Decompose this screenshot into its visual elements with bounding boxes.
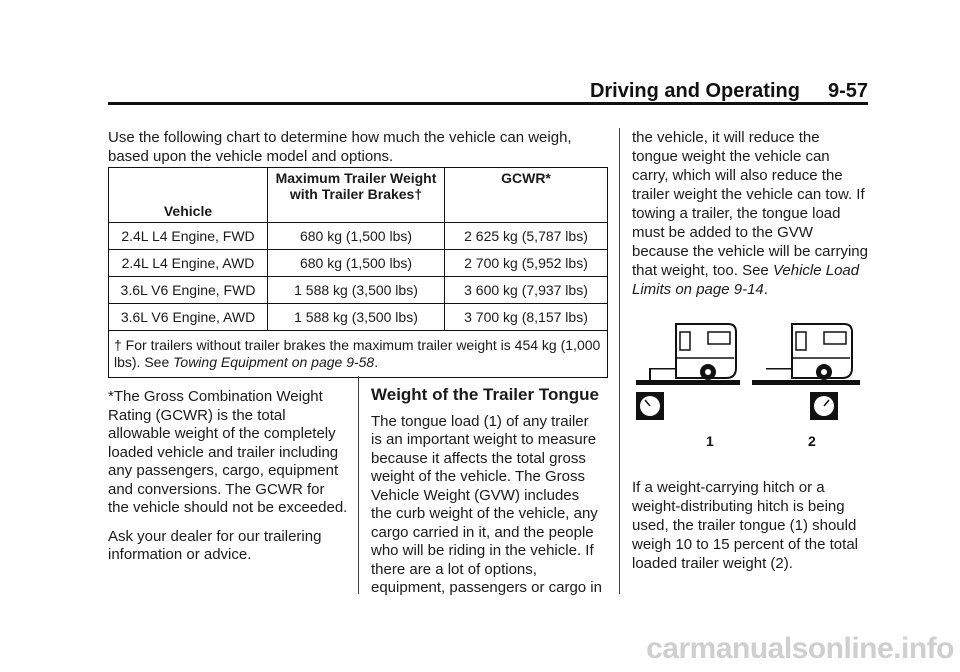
column-divider xyxy=(358,376,359,594)
load-limits-link[interactable]: Vehicle Load Limits on page 9-14 xyxy=(632,262,860,298)
table-header-row xyxy=(109,168,608,223)
note-link[interactable]: Towing Equipment on page 9-58 xyxy=(173,354,375,370)
page-header xyxy=(590,80,868,103)
cell-max: 680 kg (1,500 lbs) xyxy=(268,250,445,277)
hitch-paragraph-block xyxy=(632,478,868,573)
table-row xyxy=(109,304,608,331)
cell-gcwr: 2 700 kg (5,952 lbs) xyxy=(445,250,608,277)
trailer-tongue-illustration xyxy=(636,318,862,458)
dealer-paragraph: Ask your dealer for our trailering information or advice. xyxy=(108,527,322,563)
table-row xyxy=(109,223,608,250)
tongue-paragraph: The tongue load (1) of any trailer is an important weight to measure because it affects the total gross weight of the vehicle. The Gross Vehicle Weight (GVW) includes the curb weight of the vehicle, any cargo carried in it, and the people who will be riding in the vehicle. If there are a lot of options, equipment, passengers or cargo in xyxy=(371,412,602,596)
header-max-trailer: Maximum Trailer Weight with Trailer Brakes† xyxy=(268,168,445,223)
cell-gcwr: 3 700 kg (8,157 lbs) xyxy=(445,304,608,331)
table-note xyxy=(109,331,608,378)
cell-vehicle: 3.6L V6 Engine, AWD xyxy=(109,304,268,331)
cell-max: 680 kg (1,500 lbs) xyxy=(268,223,445,250)
continuation-paragraph xyxy=(632,128,868,299)
page-number: 9-57 xyxy=(827,80,868,102)
gcwr-paragraph: *The Gross Combination Weight Rating (GCWR) is the total allowable weight of the completely loaded vehicle and trailer including any passengers, cargo, equipment and conversions. The GCWR for the vehicle should not be exceeded. xyxy=(108,388,348,516)
header-vehicle: Vehicle xyxy=(109,168,268,223)
column-divider xyxy=(619,128,620,594)
cell-vehicle: 2.4L L4 Engine, FWD xyxy=(109,223,268,250)
tongue-weight-column xyxy=(371,386,603,598)
note-text: † For trailers without trailer brakes the maximum trailer weight is 454 kg (1,000 lbs). See xyxy=(114,337,601,370)
cell-gcwr: 2 625 kg (5,787 lbs) xyxy=(445,223,608,250)
cell-max: 1 588 kg (3,500 lbs) xyxy=(268,277,445,304)
section-heading: Weight of the Trailer Tongue xyxy=(371,385,599,404)
trailer-icon xyxy=(636,324,740,420)
right-column xyxy=(632,128,868,299)
cell-max: 1 588 kg (3,500 lbs) xyxy=(268,304,445,331)
continuation-text: the vehicle, it will reduce the tongue weight the vehicle can carry, which will also reduce the trailer weight the vehicle can tow. If towing a trailer, the tongue load must be added to the GVW because the vehicle will be carrying that weight, too. See xyxy=(632,129,868,279)
hitch-paragraph: If a weight-carrying hitch or a weight-distributing hitch is being used, the trailer tongue (1) should weigh 10 to 15 percent of the total loaded trailer weight (2). xyxy=(632,479,858,572)
trailer-icon xyxy=(752,324,860,420)
gcwr-explanation-column xyxy=(108,388,348,575)
section-title: Driving and Operating xyxy=(589,80,800,102)
illustration-label-1: 1 xyxy=(706,433,714,449)
watermark: carmanualsonline.info xyxy=(646,632,954,665)
illustration-label-2: 2 xyxy=(808,433,816,449)
cell-gcwr: 3 600 kg (7,937 lbs) xyxy=(445,277,608,304)
header-rule xyxy=(108,102,868,105)
table-note-row xyxy=(109,331,608,378)
cell-vehicle: 2.4L L4 Engine, AWD xyxy=(109,250,268,277)
intro-text: Use the following chart to determine how much the vehicle can weigh, based upon the vehicle model and options. xyxy=(108,129,572,165)
table-row xyxy=(109,250,608,277)
header-gcwr: GCWR* xyxy=(445,168,608,223)
note-end: . xyxy=(374,354,379,370)
table-row xyxy=(109,277,608,304)
continuation-end: . xyxy=(763,281,768,298)
cell-vehicle: 3.6L V6 Engine, FWD xyxy=(109,277,268,304)
towing-spec-table xyxy=(108,167,608,378)
